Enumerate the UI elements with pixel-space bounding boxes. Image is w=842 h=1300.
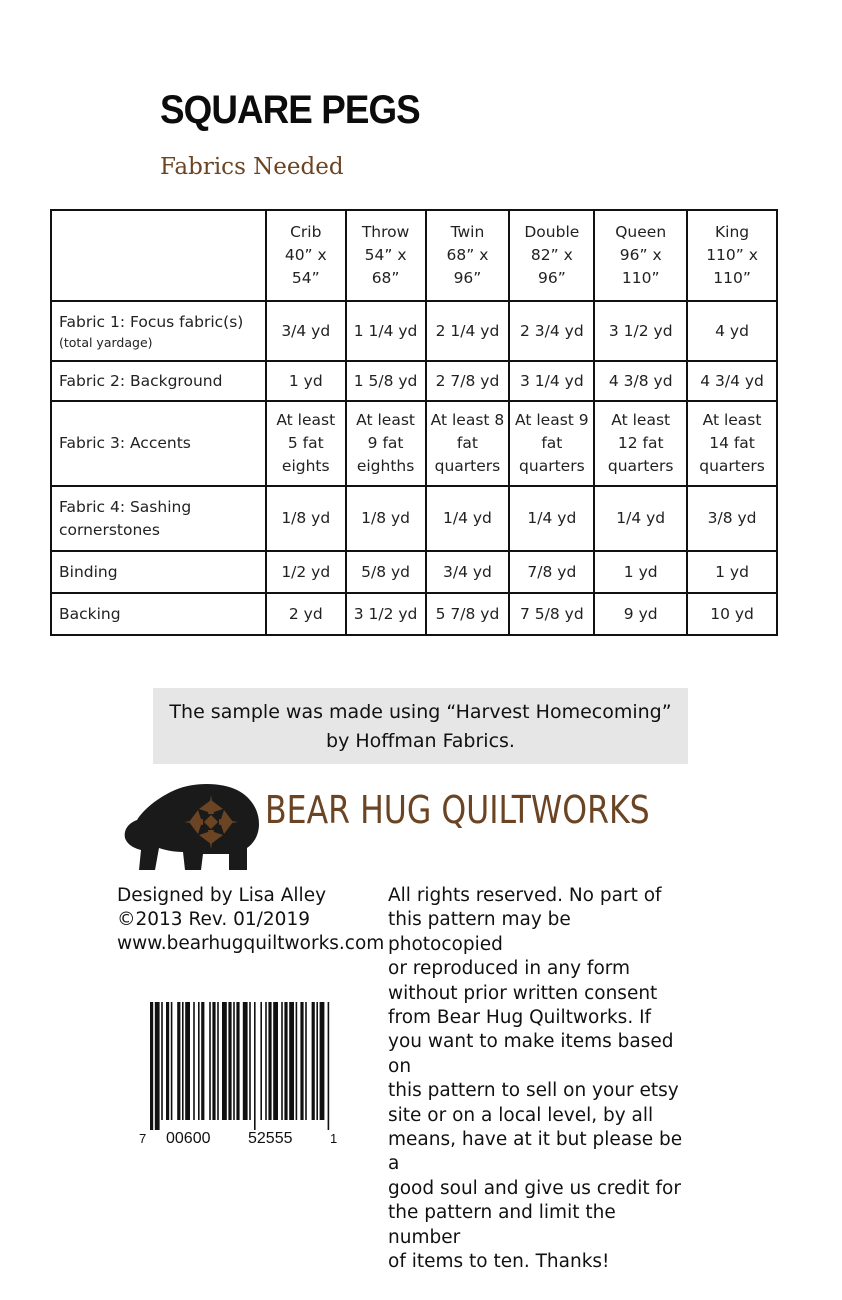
size-dim: 96”	[453, 269, 482, 287]
page-title: SQUARE PEGS	[160, 88, 420, 132]
size-name: Crib	[290, 223, 322, 241]
size-name: Double	[524, 223, 580, 241]
bear-icon	[113, 778, 263, 882]
table-cell: 1 yd	[266, 361, 346, 401]
size-dim: 110”	[621, 269, 660, 287]
table-cell: 1 5/8 yd	[346, 361, 426, 401]
barcode-digits: 00600	[166, 1130, 211, 1147]
table-cell: 5 7/8 yd	[426, 593, 510, 635]
table-cell: 1/4 yd	[509, 486, 594, 551]
copyright-line: ©2013 Rev. 01/2019	[117, 909, 310, 930]
rights-statement	[388, 884, 688, 1275]
table-cell: At least 5 fat eights	[266, 401, 346, 486]
table-cell: 7 5/8 yd	[509, 593, 594, 635]
size-header	[687, 210, 777, 301]
table-cell: 10 yd	[687, 593, 777, 635]
table-cell: 1/4 yd	[426, 486, 510, 551]
size-header	[509, 210, 594, 301]
table-row	[51, 301, 777, 361]
table-cell: 4 3/8 yd	[594, 361, 687, 401]
size-dim: 54”	[291, 269, 320, 287]
table-row	[51, 551, 777, 593]
size-header	[594, 210, 687, 301]
rights-line: or reproduced in any form	[388, 958, 631, 980]
size-dim: 68” x	[446, 246, 489, 264]
rights-line: means, have at it but please be a	[388, 1129, 683, 1175]
rights-line: the pattern and limit the number	[388, 1202, 616, 1248]
barcode-icon	[138, 1000, 343, 1154]
table-cell: 3/4 yd	[426, 551, 510, 593]
table-cell: At least 12 fat quarters	[594, 401, 687, 486]
size-name: King	[714, 223, 750, 241]
table-cell: At least 14 fat quarters	[687, 401, 777, 486]
table-row	[51, 486, 777, 551]
sample-note-line: The sample was made using “Harvest Homecoming”	[169, 701, 672, 723]
row-label: Fabric 2: Background	[51, 361, 266, 401]
table-cell: 3 1/2 yd	[346, 593, 426, 635]
table-cell: 1/2 yd	[266, 551, 346, 593]
table-cell: 2 3/4 yd	[509, 301, 594, 361]
table-cell: 1 yd	[594, 551, 687, 593]
rights-line: of items to ten. Thanks!	[388, 1251, 610, 1273]
rights-line: this pattern may be photocopied	[388, 909, 571, 955]
rights-line: you want to make items based on	[388, 1031, 674, 1077]
barcode-digit: 7	[139, 1131, 147, 1146]
table-row	[51, 361, 777, 401]
rights-line: All rights reserved. No part of	[388, 885, 662, 906]
size-header	[346, 210, 426, 301]
fabric-requirements-table	[50, 209, 778, 636]
rights-line: without prior written consent	[388, 982, 658, 1004]
table-cell: 1/8 yd	[266, 486, 346, 551]
table-row	[51, 401, 777, 486]
table-cell: 1/8 yd	[346, 486, 426, 551]
table-cell: 3 1/2 yd	[594, 301, 687, 361]
size-name: Twin	[450, 223, 485, 241]
size-dim: 40” x	[284, 246, 327, 264]
size-dim: 82” x	[530, 246, 573, 264]
size-dim: 110” x	[706, 246, 758, 264]
table-cell: 3/8 yd	[687, 486, 777, 551]
table-cell: 5/8 yd	[346, 551, 426, 593]
size-dim: 96” x	[619, 246, 662, 264]
size-dim: 54” x	[364, 246, 407, 264]
credits-block	[117, 884, 384, 956]
size-name: Queen	[615, 223, 667, 241]
sample-fabric-note	[153, 688, 688, 764]
row-label: Fabric 4: Sashing cornerstones	[51, 486, 266, 551]
table-cell: 4 yd	[687, 301, 777, 361]
size-dim: 68”	[371, 269, 400, 287]
brand-name: BEAR HUG QUILTWORKS	[265, 788, 650, 832]
table-cell: 3/4 yd	[266, 301, 346, 361]
size-dim: 96”	[537, 269, 566, 287]
table-cell: 1 yd	[687, 551, 777, 593]
table-cell: 7/8 yd	[509, 551, 594, 593]
table-cell: 4 3/4 yd	[687, 361, 777, 401]
table-cell: 2 1/4 yd	[426, 301, 510, 361]
table-header-row	[51, 210, 777, 301]
size-header	[266, 210, 346, 301]
table-row	[51, 593, 777, 635]
rights-line: from Bear Hug Quiltworks. If	[388, 1007, 652, 1029]
rights-line: good soul and give us credit for	[388, 1177, 681, 1199]
table-cell: 1 1/4 yd	[346, 301, 426, 361]
table-cell: 9 yd	[594, 593, 687, 635]
table-cell: At least 8 fat quarters	[426, 401, 510, 486]
rights-line: site or on a local level, by all	[388, 1104, 654, 1126]
barcode-digits: 52555	[248, 1130, 293, 1147]
size-name: Throw	[361, 223, 410, 241]
row-label: Binding	[51, 551, 266, 593]
page-subtitle: Fabrics Needed	[160, 154, 344, 180]
designer-credit: Designed by Lisa Alley	[117, 885, 327, 906]
row-label: Backing	[51, 593, 266, 635]
table-cell: 2 yd	[266, 593, 346, 635]
table-cell: At least 9 fat quarters	[509, 401, 594, 486]
table-cell: 3 1/4 yd	[509, 361, 594, 401]
table-cell: 2 7/8 yd	[426, 361, 510, 401]
row-label: Fabric 3: Accents	[51, 401, 266, 486]
size-header	[426, 210, 510, 301]
table-corner-cell	[51, 210, 266, 301]
table-cell: At least 9 fat eighths	[346, 401, 426, 486]
barcode-digit: 1	[330, 1131, 338, 1146]
table-cell: 1/4 yd	[594, 486, 687, 551]
size-dim: 110”	[713, 269, 751, 287]
row-label: Fabric 1: Focus fabric(s)	[59, 312, 244, 331]
sample-note-line: by Hoffman Fabrics.	[326, 730, 515, 752]
website-link[interactable]: www.bearhugquiltworks.com	[117, 933, 385, 954]
row-label-cell	[51, 301, 266, 361]
rights-line: this pattern to sell on your etsy	[388, 1080, 679, 1102]
row-note: (total yardage)	[59, 334, 153, 350]
